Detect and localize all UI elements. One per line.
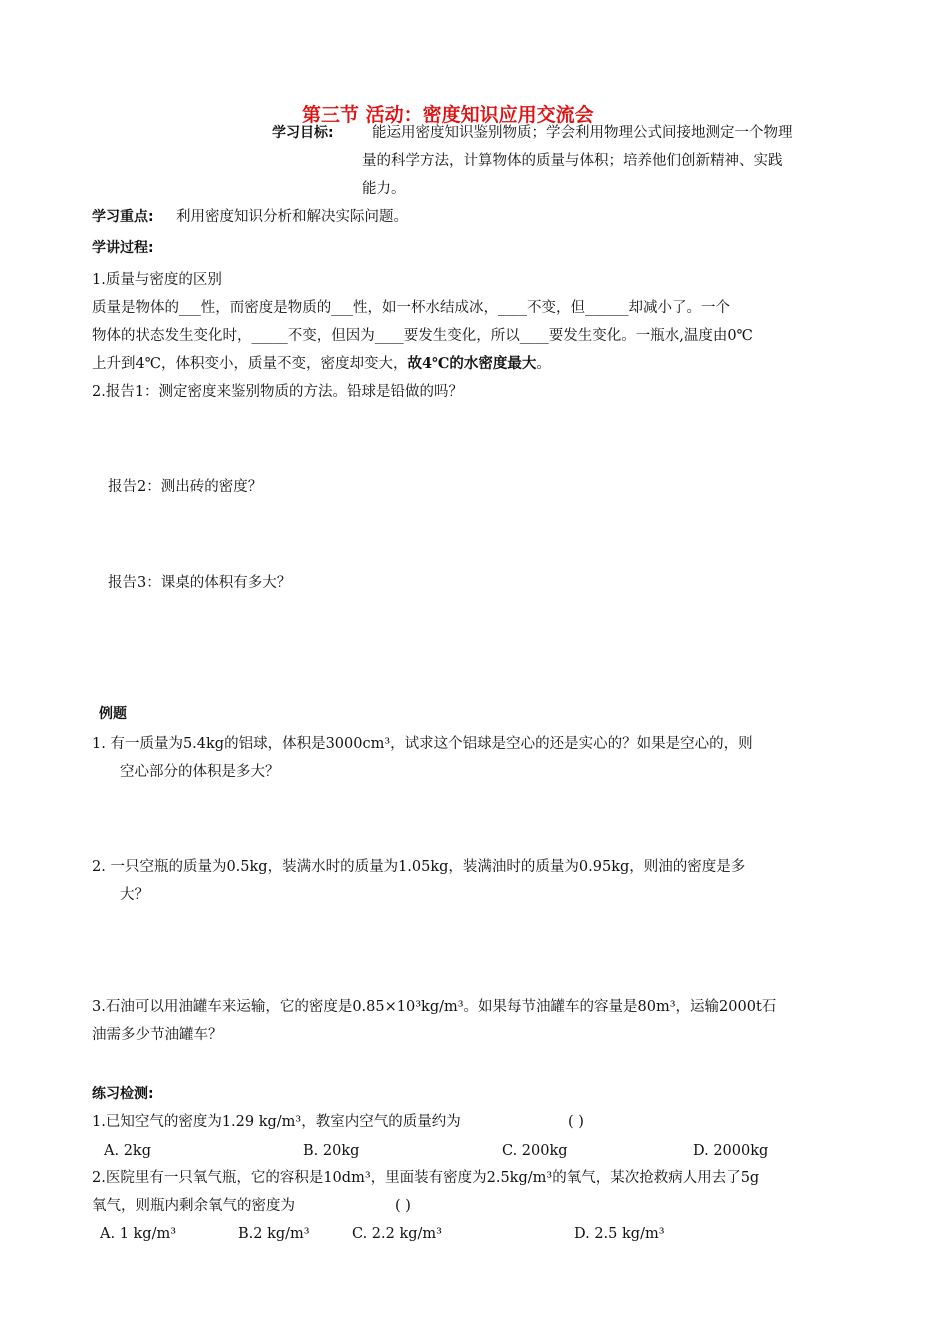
focus-text: 利用密度知识分析和解决实际问题。 [176,209,408,225]
process-label: 学讲过程: [92,240,154,256]
section1-line-3-text: 上升到4℃，体积变小，质量不变，密度却变大， [92,356,408,372]
practice-2-answer-blank: ( ) [395,1198,411,1214]
practice-1-option-b: B. 20kg [303,1143,360,1159]
report-3: 报告3：课桌的体积有多大？ [108,575,292,591]
objective-line-1: 能运用密度知识鉴别物质；学会利用物理公式间接地测定一个物理 [372,125,793,141]
practice-2-option-d: D. 2.5 kg/m³ [574,1226,665,1242]
practice-1-option-c: C. 200kg [502,1143,568,1159]
practice-1-answer-blank: ( ) [568,1114,584,1130]
practice-1-option-a: A. 2kg [104,1143,151,1159]
practice-1-question: 1.已知空气的密度为1.29 kg/m³，教室内空气的质量约为 [92,1114,461,1130]
practice-2-option-a: A. 1 kg/m³ [100,1226,177,1242]
focus-label: 学习重点: [92,209,154,225]
example-3-line-1: 3.石油可以用油罐车来运输，它的密度是0.85×10³kg/m³。如果每节油罐车的容量是80m³，运输2000t石 [92,999,777,1015]
practice-1-option-d: D. 2000kg [693,1143,769,1159]
practice-2-line-2: 氧气，则瓶内剩余氧气的密度为 [92,1198,295,1214]
report-1: 2.报告1：测定密度来鉴别物质的方法。铅球是铅做的吗？ [92,384,464,400]
section1-line-1: 质量是物体的___性，而密度是物质的___性，如一杯水结成冰，____不变，但______却减小了。一个 [92,300,730,316]
section1-line-2: 物体的状态发生变化时，_____不变，但因为____要发生变化，所以____要发生变化。一瓶水,温度由0℃ [92,328,753,344]
practice-2-line-1: 2.医院里有一只氧气瓶，它的容积是10dm³，里面装有密度为2.5kg/m³的氧气，某次抢救病人用去了5g [92,1170,760,1186]
report-2: 报告2：测出砖的密度？ [108,479,263,495]
example-3-line-2: 油需多少节油罐车？ [92,1027,223,1043]
section1-line-3 [92,355,551,374]
example-2-line-2: 大？ [120,887,149,903]
page-title: 第三节 活动：密度知识应用交流会 [302,104,594,126]
section1-tail-end: 。 [536,356,551,372]
examples-label: 例题 [99,706,127,722]
objective-line-3: 能力。 [362,181,406,197]
objective-label: 学习目标: [272,125,334,141]
section1-heading: 1.质量与密度的区别 [92,272,222,288]
practice-2-option-c: C. 2.2 kg/m³ [352,1226,442,1242]
practice-2-option-b: B.2 kg/m³ [238,1226,310,1242]
section1-bold-conclusion: 故4℃的水密度最大 [407,355,537,372]
objective-line-2: 量的科学方法，计算物体的质量与体积；培养他们创新精神、实践 [362,153,783,169]
practice-label: 练习检测: [92,1086,154,1102]
example-2-line-1: 2. 一只空瓶的质量为0.5kg，装满水时的质量为1.05kg，装满油时的质量为0.95kg，则油的密度是多 [92,859,746,875]
example-1-line-1: 1. 有一质量为5.4kg的铝球，体积是3000cm³，试求这个铝球是空心的还是实心的？如果是空心的，则 [92,736,753,752]
example-1-line-2: 空心部分的体积是多大？ [120,764,280,780]
